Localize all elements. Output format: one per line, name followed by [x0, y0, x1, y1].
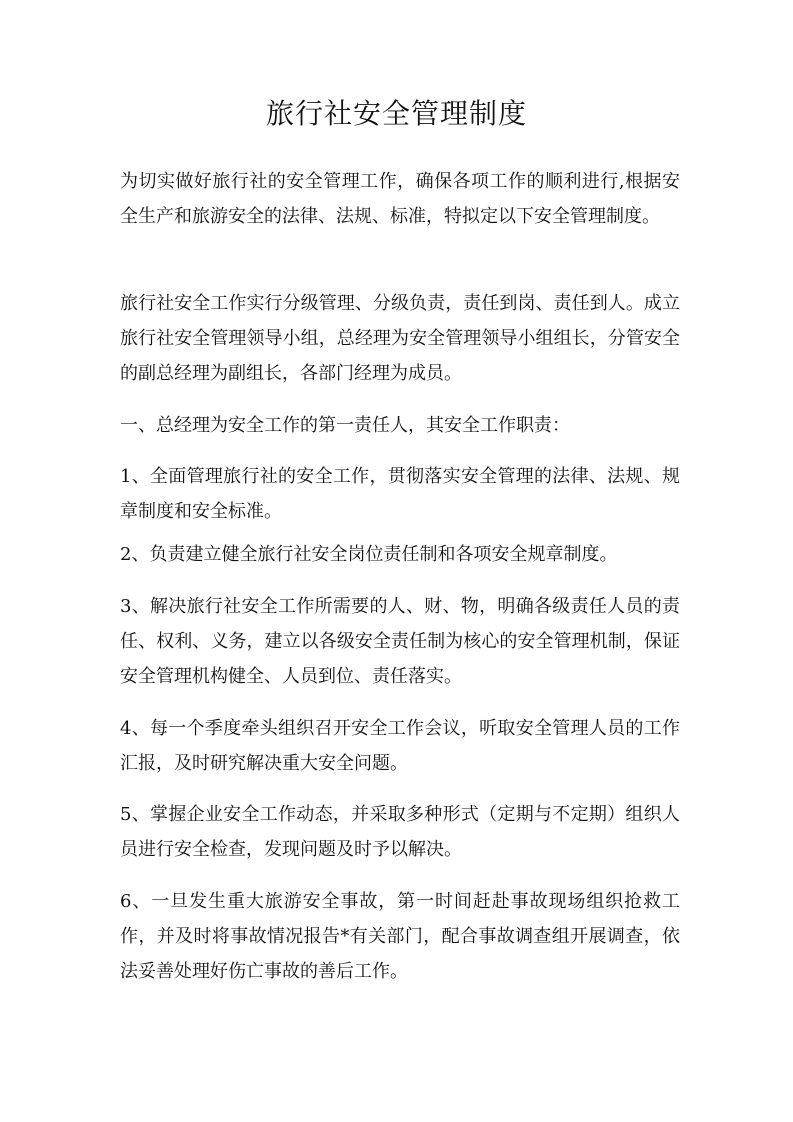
duty-item-1: 1、全面管理旅行社的安全工作，贯彻落实安全管理的法律、法规、规章制度和安全标准。	[120, 466, 680, 522]
duty-item-3: 3、解决旅行社安全工作所需要的人、财、物，明确各级责任人员的责任、权利、义务，建立以各级安全责任制为核心的安全管理机制，保证安全管理机构健全、人员到位、责任落实。	[120, 596, 680, 687]
duty-item-2: 2、负责建立健全旅行社安全岗位责任制和各项安全规章制度。	[120, 544, 618, 565]
duty-item-5: 5、掌握企业安全工作动态，并采取多种形式（定期与不定期）组织人员进行安全检查，发现问题及时予以解决。	[120, 804, 680, 860]
duty-item-4: 4、每一个季度牵头组织召开安全工作会议，听取安全管理人员的工作汇报，及时研究解决重大安全问题。	[120, 718, 680, 774]
organization-paragraph: 旅行社安全工作实行分级管理、分级负责，责任到岗、责任到人。成立旅行社安全管理领导小组，总经理为安全管理领导小组组长，分管安全的副总经理为副组长，各部门经理为成员。	[120, 293, 680, 384]
intro-paragraph: 为切实做好旅行社的安全管理工作，确保各项工作的顺利进行,根据安全生产和旅游安全的法律、法规、标准，特拟定以下安全管理制度。	[120, 171, 680, 227]
section-heading: 一、总经理为安全工作的第一责任人，其安全工作职责：	[120, 415, 570, 436]
page-title: 旅行社安全管理制度	[265, 97, 527, 130]
duty-item-6: 6、一旦发生重大旅游安全事故，第一时间赶赴事故现场组织抢救工作，并及时将事故情况报告*有关部门，配合事故调查组开展调查，依法妥善处理好伤亡事故的善后工作。	[120, 891, 680, 982]
